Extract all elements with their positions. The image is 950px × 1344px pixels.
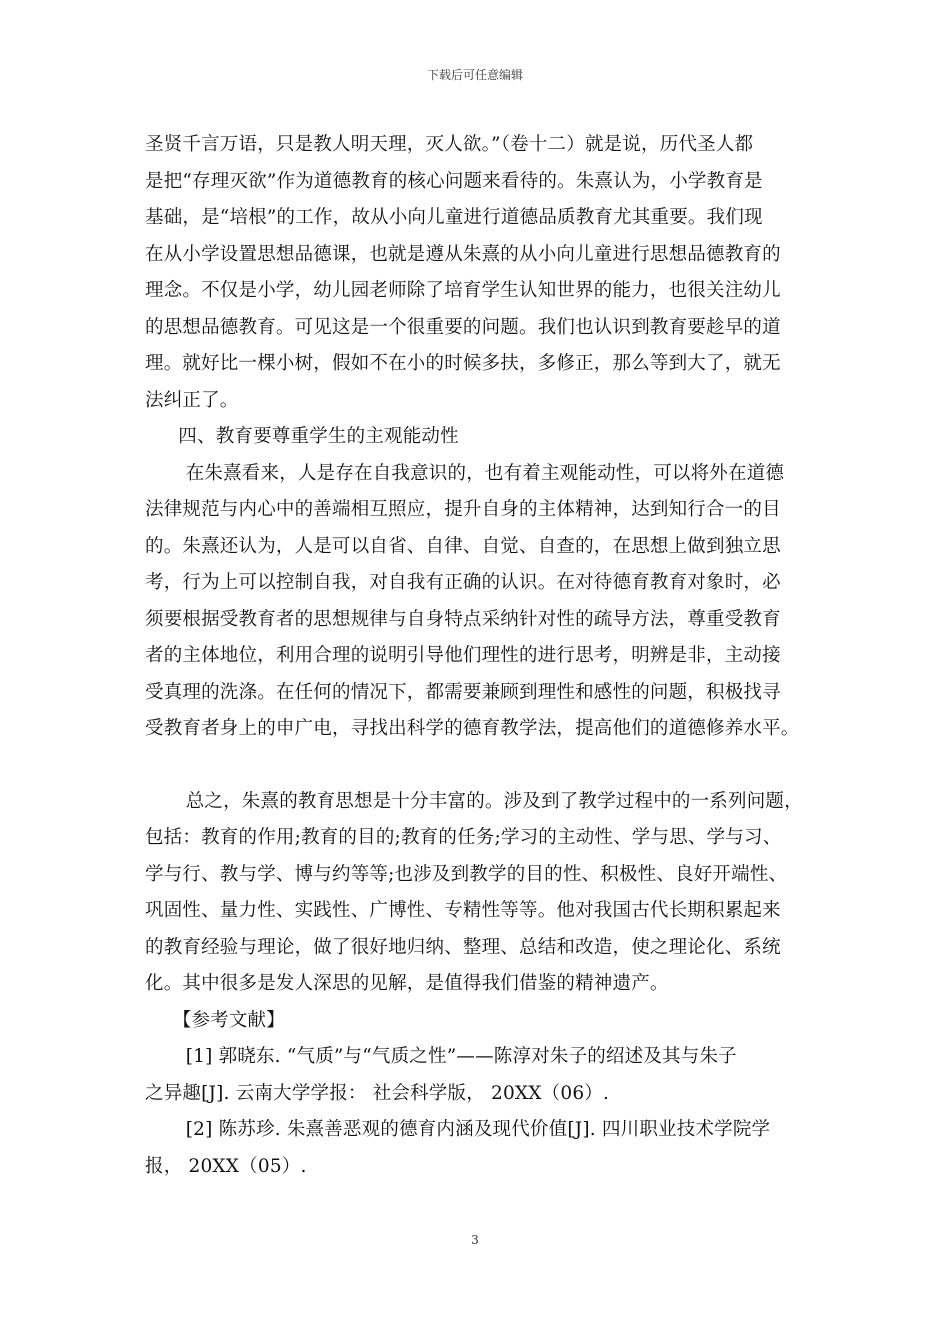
text-line: 总之，朱熹的教育思想是十分丰富的。涉及到了教学过程中的一系列问题，	[185, 790, 803, 812]
paragraph-subject	[145, 456, 807, 748]
text-line: 基础，是“培根”的工作，故从小向儿童进行道德品质教育尤其重要。我们现	[145, 207, 763, 228]
reference-item	[145, 1039, 807, 1112]
document-body	[145, 127, 807, 1185]
text-line: 受真理的洗涤。在任何的情况下，都需要兼顾到理性和感性的问题，积极找寻	[145, 681, 781, 703]
references-title: 【参考文献】	[172, 1009, 285, 1031]
page-number: 3	[471, 1233, 479, 1247]
reference-line: [2] 陈苏珍. 朱熹善恶观的德育内涵及现代价值[J]. 四川职业技术学院学	[185, 1119, 771, 1140]
page-header: 下载后可任意编辑	[426, 68, 523, 82]
text-line: 理念。不仅是小学，幼儿园老师除了培育学生认知世界的能力，也很关注幼儿	[145, 280, 781, 301]
text-line: 是把“存理灭欲”作为道德教育的核心问题来看待的。朱熹认为，小学教育是	[145, 170, 763, 192]
section-heading: 四、教育要尊重学生的主观能动性	[178, 426, 459, 447]
text-line: 圣贤千言万语，只是教人明天理，灭人欲。”（卷十二）就是说，历代圣人都	[145, 134, 754, 155]
text-line: 巩固性、量力性、实践性、广博性、专精性等等。他对我国古代长期积累起来	[145, 900, 781, 921]
text-line: 者的主体地位，利用合理的说明引导他们理性的进行思考，明辨是非，主动接	[145, 645, 781, 666]
text-line: 理。就好比一棵小树，假如不在小的时候多扶，多修正，那么等到大了，就无	[145, 353, 781, 374]
text-line: 法纠正了。	[145, 389, 239, 411]
text-line: 的思想品德教育。可见这是一个很重要的问题。我们也认识到教育要趁早的道	[145, 316, 781, 338]
reference-item	[145, 1112, 807, 1185]
paragraph-summary	[145, 784, 807, 1003]
text-line: 受教育者身上的申广电，寻找出科学的德育教学法，提高他们的道德修养水平。	[145, 718, 800, 739]
paragraph-continuation	[145, 127, 807, 419]
text-line: 学与行、教与学、博与约等等;也涉及到教学的目的性、积极性、良好开端性、	[145, 863, 788, 885]
text-line: 须要根据受教育者的思想规律与自身特点采纳针对性的疏导方法，尊重受教育	[145, 608, 781, 630]
reference-line: 报， 20XX（05）.	[145, 1155, 307, 1177]
text-line: 在从小学设置思想品德课，也就是遵从朱熹的从小向儿童进行思想品德教育的	[145, 243, 781, 265]
text-line: 法律规范与内心中的善端相互照应，提升自身的主体精神，达到知行合一的目	[145, 499, 781, 520]
text-line: 的教育经验与理论，做了很好地归纳、整理、总结和改造，使之理论化、系统	[145, 936, 781, 958]
paragraph-gap	[145, 748, 807, 784]
text-line: 化。其中很多是发人深思的见解，是值得我们借鉴的精神遗产。	[145, 973, 669, 994]
text-line: 考，行为上可以控制自我，对自我有正确的认识。在对待德育教育对象时，必	[145, 572, 781, 593]
text-line: 在朱熹看来，人是存在自我意识的，也有着主观能动性，可以将外在道德	[185, 462, 785, 484]
text-line: 包括：教育的作用;教育的目的;教育的任务;学习的主动性、学与思、学与习、	[145, 827, 782, 848]
reference-line: 之异趣[J]. 云南大学学报： 社会科学版， 20XX（06）.	[145, 1082, 610, 1104]
reference-line: [1] 郭晓东. “气质”与“气质之性”——陈淳对朱子的绍述及其与朱子	[185, 1046, 737, 1067]
text-line: 的。朱熹还认为，人是可以自省、自律、自觉、自查的，在思想上做到独立思	[145, 535, 781, 557]
